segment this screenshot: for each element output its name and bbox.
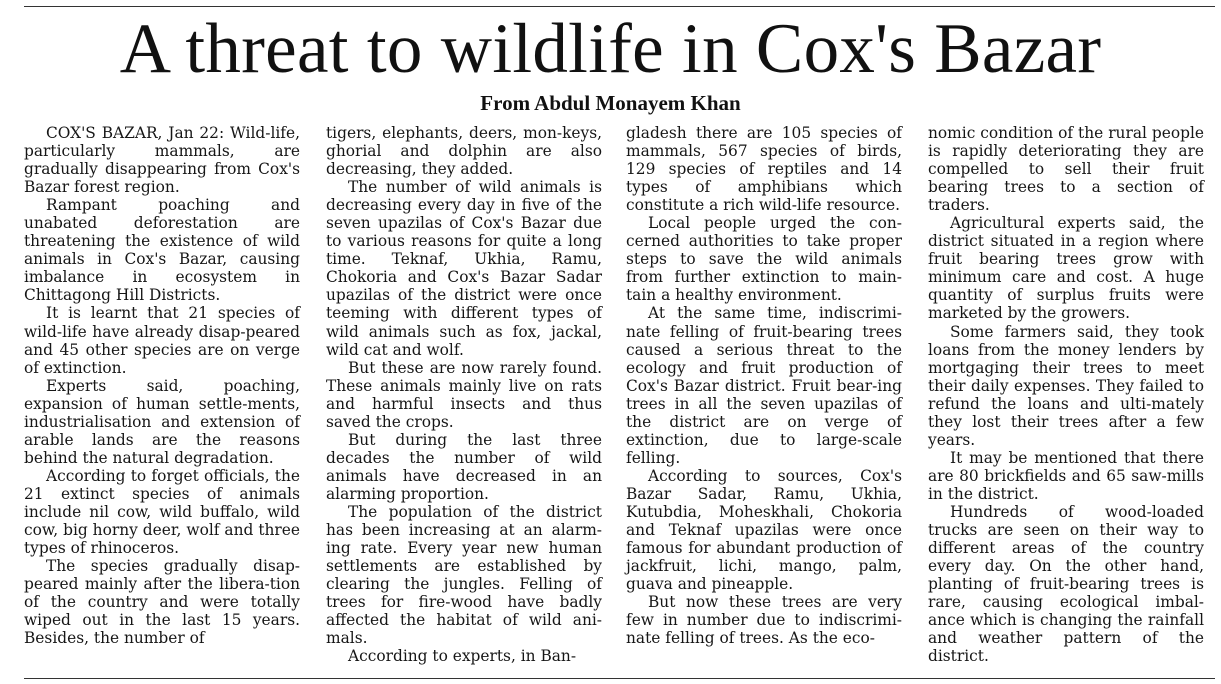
paragraph: COX'S BAZAR, Jan 22: Wild-life, particularly mammals, are gradually disappearing from Cox's Bazar forest region. [24,124,300,197]
paragraph: It is learnt that 21 species of wild-life have already disap-peared and 45 other species are on verge of extinction. [24,304,300,377]
paragraph: According to forget officials, the 21 extinct species of animals include nil cow, wild buffalo, wild cow, big horny deer, wolf and three types of rhinoceros. [24,466,300,558]
paragraph: But now these trees are very few in number due to indiscrimi-nate felling of trees. As the eco- [626,593,902,648]
column-3 [626,124,902,647]
paragraph: At the same time, indiscrimi-nate felling of fruit-bearing trees caused a serious threat to the ecology and fruit production of Cox's Bazar district. Fruit bear-ing trees in all the seven upazilas of the district are on verge of extinction, due to large-scale felling. [626,304,902,467]
paragraph: But during the last three decades the number of wild animals have decreased in an alarming proportion. [326,430,602,503]
paragraph: Experts said, poaching, expansion of human settle-ments, industrialisation and extension of arable lands are the reasons behind the natural degradation. [24,376,300,467]
paragraph: Agricultural experts said, the district situated in a region where fruit bearing trees grow with minimum care and cost. A huge quantity of surplus fruits were marketed by the growers. [928,214,1204,323]
paragraph: Hundreds of wood-loaded trucks are seen on their way to different areas of the country every day. On the other hand, planting of fruit-bearing trees is rare, causing ecological imbal-ance which is changing the rainfall and weather pattern of the district. [928,502,1204,666]
paragraph: Local people urged the con-cerned authorities to take proper steps to save the wild animals from further extinction to main-tain a healthy environment. [626,214,902,305]
paragraph: But these are now rarely found. These animals mainly live on rats and harmful insects and thus saved the crops. [326,358,602,431]
byline: From Abdul Monayem Khan [480,91,741,115]
headline: A threat to wildlife in Cox's Bazar [119,10,1102,88]
paragraph: Some farmers said, they took loans from the money lenders by mortgaging their trees to meet their daily expenses. They failed to refund the loans and ulti-mately they lost their trees after a few years. [928,322,1204,449]
paragraph: It may be mentioned that there are 80 brickfields and 65 saw-mills in the district. [928,448,1204,503]
paragraph: According to experts, in Ban- [348,647,577,666]
paragraph-continued: tigers, elephants, deers, mon-keys, ghorial and dolphin are also decreasing, they added. [326,124,602,179]
paragraph: The number of wild animals is decreasing every day in five of the seven upazilas of Cox's Bazar due to various reasons for quite a long time. Teknaf, Ukhia, Ramu, Chokoria and Cox's Bazar Sadar upazilas of the district were once teeming with different types of wild animals such as fox, jackal, wild cat and wolf. [326,178,602,359]
paragraph-continued: nomic condition of the rural people is rapidly deteriorating they are compelled to sell their fruit bearing trees to a section of traders. [928,124,1204,215]
bottom-rule [24,678,1215,679]
paragraph: According to sources, Cox's Bazar Sadar, Ramu, Ukhia, Kutubdia, Moheskhali, Chokoria and Teknaf upazilas were once famous for abundant production of jackfruit, lichi, mango, palm, guava and pineapple. [626,466,902,594]
paragraph-continued: gladesh there are 105 species of mammals, 567 species of birds, 129 species of reptiles and 14 types of amphibians which constitute a rich wild-life resource. [626,124,902,215]
paragraph: The species gradually disap-peared mainly after the libera-tion of the country and were totally wiped out in the last 15 years. Besides, the number of [24,557,300,648]
column-2 [326,124,602,665]
paragraph: Rampant poaching and unabated deforestation are threatening the existence of wild animals in Cox's Bazar, causing imbalance in ecosystem in Chittagong Hill Districts. [24,196,300,305]
top-rule [24,6,1215,7]
column-1 [24,124,300,647]
column-4 [928,124,1204,665]
paragraph: The population of the district has been increasing at an alarm-ing rate. Every year new human settlements are established by clearing the jungles. Felling of trees for fire-wood have badly affected the habitat of wild ani-mals. [326,502,602,648]
